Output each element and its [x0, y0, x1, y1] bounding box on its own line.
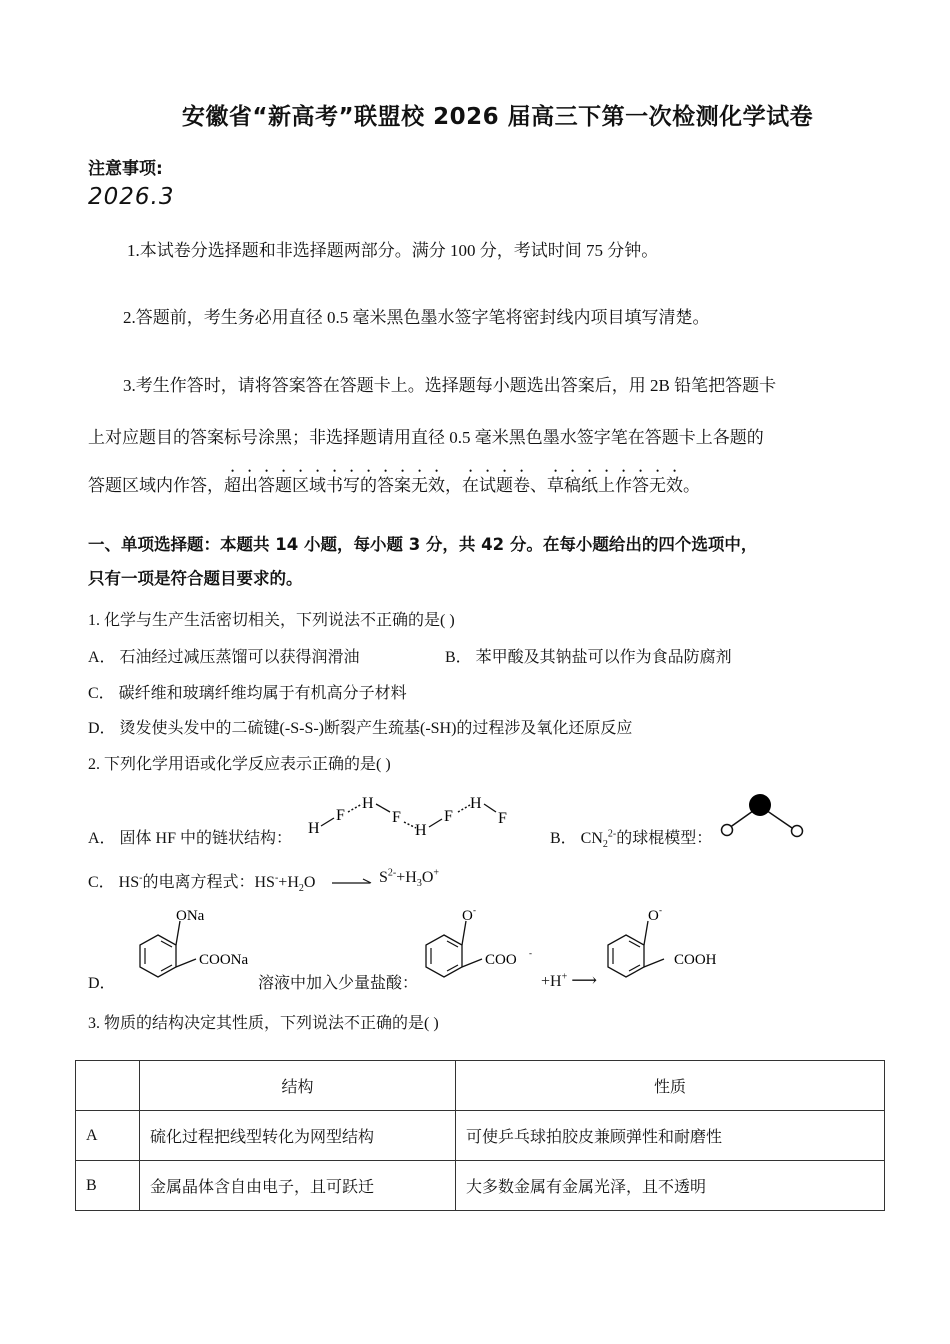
table-header-cell [76, 1061, 140, 1111]
hf-atom-h: H [362, 795, 374, 812]
svg-text:O: O [648, 908, 659, 924]
notice-3-line3 [88, 466, 700, 497]
q2-option-d-text: 溶液中加入少量盐酸： [258, 975, 419, 992]
q1-option-c: C． 碳纤维和玻璃纤维均属于有机高分子材料 [88, 685, 407, 702]
hf-atom-h: H [470, 795, 482, 812]
table-header-cell: 性质 [456, 1061, 885, 1111]
table-cell: B [76, 1161, 140, 1211]
q3-table [75, 1060, 885, 1211]
exam-date: 2026.3 [88, 184, 175, 210]
q2-option-c: C． HS-的电离方程式：$HS^-+H_2O$ [88, 872, 316, 895]
table-header-row [76, 1061, 885, 1111]
hf-atom-h: H [308, 820, 320, 837]
notice-3-part-c: ， [445, 476, 462, 495]
q2-option-a: A． 固体 HF 中的链状结构： [88, 830, 293, 847]
svg-text:-: - [473, 905, 476, 915]
hf-atom-h: H [415, 822, 427, 839]
q1-option-b: B． 苯甲酸及其钠盐可以作为食品防腐剂 [445, 649, 732, 666]
svg-text:ONa: ONa [176, 908, 205, 924]
hf-atom-f: F [336, 807, 345, 824]
notice-3-emphasis-2: 在试题卷、草稿纸上作答无效 [462, 476, 683, 495]
q2-option-c-products: $S^{2-}+H_3O^+$ [379, 867, 440, 890]
notice-2: 2.答题前，考生务必用直径 0.5 毫米黑色墨水签字笔将密封线内项目填写清楚。 [123, 308, 710, 327]
hf-chain-structure [300, 790, 530, 840]
section-1-heading-line2: 只有一项是符合题目要求的。 [88, 569, 303, 588]
equilibrium-arrow [330, 875, 376, 889]
sodium-salicylate-structure [120, 903, 260, 988]
svg-text:O: O [462, 908, 473, 924]
page-title: 安徽省“新高考”联盟校 2026 届高三下第一次检测化学试卷 [181, 104, 814, 130]
svg-text:COOH: COOH [674, 952, 717, 968]
hf-atom-f: F [444, 808, 453, 825]
table-header-cell: 结构 [140, 1061, 456, 1111]
svg-text:-: - [529, 948, 532, 958]
q2-option-d-label: D． [88, 975, 116, 992]
notice-3-part-e: 。 [683, 476, 700, 495]
q1-option-a: A． 石油经过减压蒸馏可以获得润滑油 [88, 649, 360, 666]
svg-text:COO: COO [485, 952, 517, 968]
notice-3-emphasis-1: 超出答题区域书写的答案无效 [224, 476, 445, 495]
svg-text:-: - [659, 905, 662, 915]
q3-stem: 3. 物质的结构决定其性质，下列说法不正确的是( ) [88, 1015, 439, 1032]
table-cell: 大多数金属有金属光泽，且不透明 [456, 1161, 885, 1211]
section-1-heading-line1: 一、单项选择题：本题共 14 小题，每小题 3 分，共 42 分。在每小题给出的四个选项中， [88, 535, 758, 554]
table-cell: 金属晶体含自由电子，且可跃迁 [140, 1161, 456, 1211]
notice-3-part-a: 答题区域内作答， [88, 476, 224, 495]
q2-option-b: B． $CN_2^{2-}$的球棍模型： [550, 828, 713, 851]
notice-1: 1.本试卷分选择题和非选择题两部分。满分 100 分，考试时间 75 分钟。 [127, 241, 659, 260]
notice-3-line2: 上对应题目的答案标号涂黑；非选择题请用直径 0.5 毫米黑色墨水签字笔在答题卡上各题的 [88, 428, 764, 447]
table-cell: 硫化过程把线型转化为网型结构 [140, 1111, 456, 1161]
table-cell: 可使乒乓球拍胶皮兼顾弹性和耐磨性 [456, 1111, 885, 1161]
salicylic-anion-structure [600, 903, 730, 988]
table-row [76, 1161, 885, 1211]
notice-heading: 注意事项: [88, 159, 163, 179]
table-cell: A [76, 1111, 140, 1161]
q2-option-d-proton: +H+ ⟶ [541, 970, 598, 990]
salicylate-dianion-structure [418, 903, 548, 988]
table-row [76, 1111, 885, 1161]
q1-stem: 1. 化学与生产生活密切相关，下列说法不正确的是( ) [88, 612, 455, 629]
hf-atom-f: F [392, 809, 401, 826]
ball-stick-model [715, 790, 810, 840]
notice-3-line1: 3.考生作答时，请将答案答在答题卡上。选择题每小题选出答案后，用 2B 铅笔把答题卡 [123, 376, 777, 395]
hf-atom-f: F [498, 810, 507, 827]
svg-text:COONa: COONa [199, 952, 249, 968]
q1-option-d: D． 烫发使头发中的二硫键(-S-S-)断裂产生巯基(-SH)的过程涉及氧化还原反应 [88, 720, 633, 737]
q2-stem: 2. 下列化学用语或化学反应表示正确的是( ) [88, 756, 391, 773]
